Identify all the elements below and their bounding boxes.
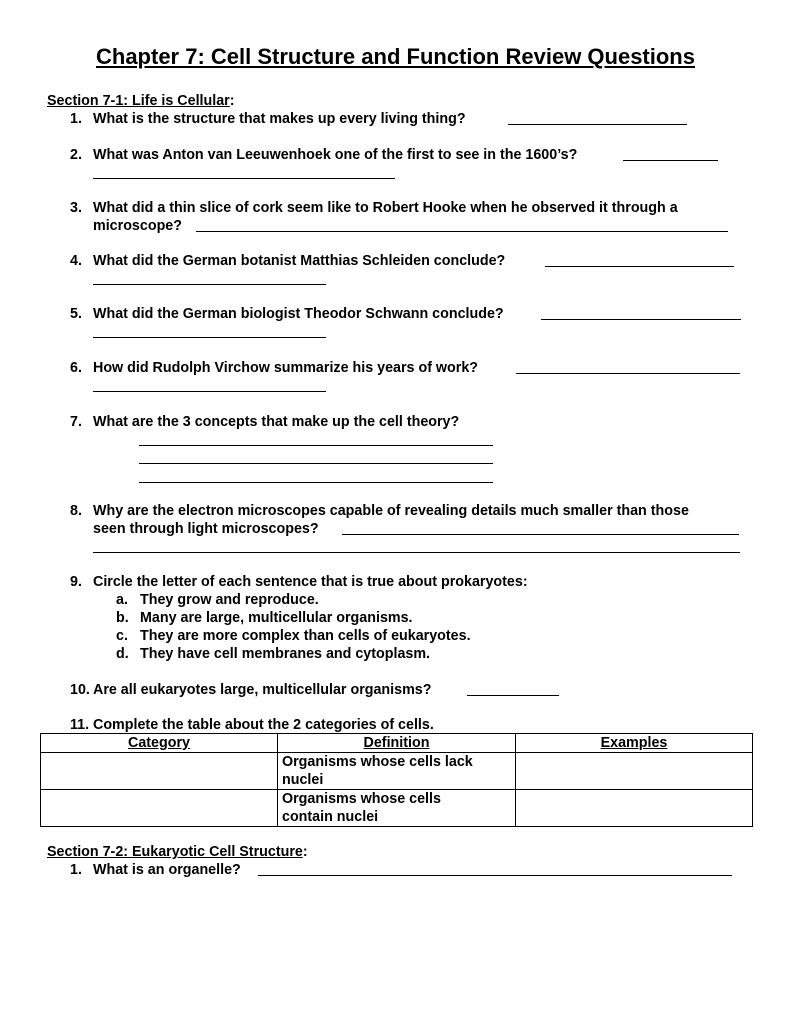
category-cell[interactable] bbox=[41, 790, 278, 827]
question-number: 4. bbox=[70, 253, 82, 269]
cell-categories-table bbox=[40, 733, 753, 827]
table-row bbox=[41, 753, 753, 790]
option-letter: a. bbox=[116, 592, 128, 608]
examples-cell[interactable] bbox=[516, 790, 753, 827]
question-number: 11. bbox=[70, 717, 90, 733]
answer-blank-q4-line2[interactable] bbox=[93, 284, 326, 285]
question-number: 5. bbox=[70, 306, 82, 322]
page-title: Chapter 7: Cell Structure and Function Review Questions bbox=[96, 44, 695, 69]
option-a-text: They grow and reproduce. bbox=[140, 592, 319, 608]
question-3-text-line1: What did a thin slice of cork seem like to Robert Hooke when he observed it through a bbox=[93, 200, 678, 216]
section-heading-colon: : bbox=[302, 844, 308, 860]
answer-blank-q5-line2[interactable] bbox=[93, 337, 326, 338]
question-number: 9. bbox=[70, 574, 82, 590]
question-number: 2. bbox=[70, 147, 82, 163]
option-letter: b. bbox=[116, 610, 129, 626]
column-header-examples: Examples bbox=[516, 734, 753, 753]
answer-blank-q4[interactable] bbox=[545, 266, 734, 267]
answer-blank-q10[interactable] bbox=[467, 695, 559, 696]
question-9-text: Circle the letter of each sentence that is true about prokaryotes: bbox=[93, 574, 528, 590]
question-number: 10. bbox=[70, 682, 90, 698]
question-4-text: What did the German botanist Matthias Schleiden conclude? bbox=[93, 253, 506, 269]
answer-blank-q7-3[interactable] bbox=[139, 482, 493, 483]
question-6-text: How did Rudolph Virchow summarize his years of work? bbox=[93, 360, 479, 376]
question-8-text-line2: seen through light microscopes? bbox=[93, 521, 319, 537]
examples-cell[interactable] bbox=[516, 753, 753, 790]
section-heading-7-2 bbox=[47, 843, 308, 861]
category-cell[interactable] bbox=[41, 753, 278, 790]
definition-cell bbox=[278, 790, 516, 827]
answer-blank-q8[interactable] bbox=[342, 534, 739, 535]
option-b-text: Many are large, multicellular organisms. bbox=[140, 610, 413, 626]
answer-blank-q3[interactable] bbox=[196, 231, 728, 232]
answer-blank-q7-1[interactable] bbox=[139, 445, 493, 446]
answer-blank-q1[interactable] bbox=[508, 124, 687, 125]
question-number: 6. bbox=[70, 360, 82, 376]
question-8-text-line1: Why are the electron microscopes capable of revealing details much smaller than those bbox=[93, 503, 689, 519]
column-header-definition: Definition bbox=[278, 734, 516, 753]
question-5-text: What did the German biologist Theodor Schwann conclude? bbox=[93, 306, 504, 322]
definition-cell bbox=[278, 753, 516, 790]
question-2-text: What was Anton van Leeuwenhoek one of the first to see in the 1600’s? bbox=[93, 147, 578, 163]
question-1-text: What is the structure that makes up every living thing? bbox=[93, 111, 466, 127]
answer-blank-s2q1[interactable] bbox=[258, 875, 732, 876]
question-number: 3. bbox=[70, 200, 82, 216]
definition-line: contain nuclei bbox=[282, 809, 379, 825]
question-number: 1. bbox=[70, 111, 82, 127]
option-letter: d. bbox=[116, 646, 129, 662]
question-number: 8. bbox=[70, 503, 82, 519]
question-number: 1. bbox=[70, 862, 82, 878]
table-header-row bbox=[41, 734, 753, 753]
section-heading-text: Section 7-2: Eukaryotic Cell Structure bbox=[47, 844, 303, 860]
answer-blank-q2[interactable] bbox=[623, 160, 718, 161]
question-number: 7. bbox=[70, 414, 82, 430]
question-10-text: Are all eukaryotes large, multicellular organisms? bbox=[93, 682, 432, 698]
answer-blank-q7-2[interactable] bbox=[139, 463, 493, 464]
definition-line: Organisms whose cells bbox=[282, 791, 441, 807]
column-header-category: Category bbox=[41, 734, 278, 753]
table-row bbox=[41, 790, 753, 827]
answer-blank-q8-line2[interactable] bbox=[93, 552, 740, 553]
section-heading-text: Section 7-1: Life is Cellular bbox=[47, 93, 230, 109]
definition-line: nuclei bbox=[282, 772, 324, 788]
answer-blank-q5[interactable] bbox=[541, 319, 741, 320]
definition-line: Organisms whose cells lack bbox=[282, 754, 473, 770]
option-d-text: They have cell membranes and cytoplasm. bbox=[140, 646, 431, 662]
option-c-text: They are more complex than cells of eukaryotes. bbox=[140, 628, 471, 644]
section2-question-1-text: What is an organelle? bbox=[93, 862, 241, 878]
option-letter: c. bbox=[116, 628, 128, 644]
section-heading-colon: : bbox=[229, 93, 235, 109]
answer-blank-q6-line2[interactable] bbox=[93, 391, 326, 392]
answer-blank-q2-line2[interactable] bbox=[93, 178, 395, 179]
question-3-text-line2: microscope? bbox=[93, 218, 182, 234]
section-heading-7-1 bbox=[47, 92, 235, 110]
question-11-text: Complete the table about the 2 categories of cells. bbox=[93, 717, 434, 733]
answer-blank-q6[interactable] bbox=[516, 373, 740, 374]
question-7-text: What are the 3 concepts that make up the cell theory? bbox=[93, 414, 460, 430]
